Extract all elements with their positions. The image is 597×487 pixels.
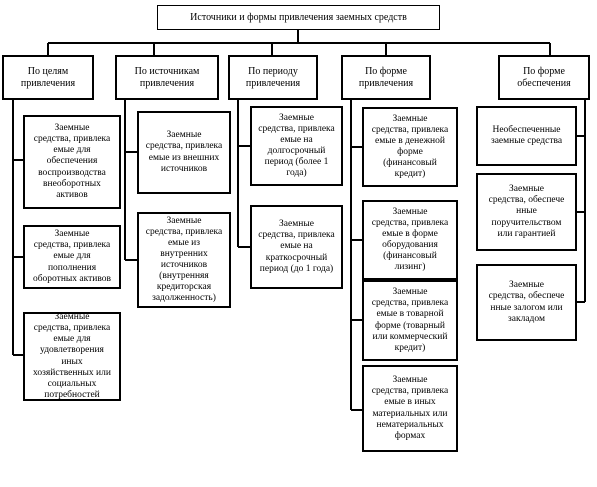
header-by-form: По форме привлечения bbox=[341, 55, 431, 100]
header-by-security: По форме обеспечения bbox=[498, 55, 590, 100]
item-purpose-current-assets: Заемные средства, привлека емые для пополнения оборотных активов bbox=[23, 225, 121, 289]
item-purpose-other-needs: Заемные средства, привлека емые для удовлетворения иных хозяйственных или социальных потребностей bbox=[23, 312, 121, 401]
item-form-goods: Заемные средства, привлека емые в товарной форме (товарный или коммерческий кредит) bbox=[362, 280, 458, 361]
header-by-source: По источникам привлечения bbox=[115, 55, 219, 100]
item-purpose-noncurrent-assets: Заемные средства, привлека емые для обеспечения воспроизводства внеоборотных активов bbox=[23, 115, 121, 209]
item-security-guarantee: Заемные средства, обеспече нные поручительством или гарантией bbox=[476, 173, 577, 251]
header-by-purpose: По целям привлечения bbox=[2, 55, 94, 100]
header-by-period: По периоду привлечения bbox=[228, 55, 318, 100]
item-security-collateral: Заемные средства, обеспече нные залогом или закладом bbox=[476, 264, 577, 341]
item-security-unsecured: Необеспеченные заемные средства bbox=[476, 106, 577, 166]
item-form-other: Заемные средства, привлека емые в иных материальных или нематериальных формах bbox=[362, 365, 458, 452]
item-source-internal: Заемные средства, привлека емые из внутренних источников (внутренняя кредиторская задолженность) bbox=[137, 212, 231, 308]
item-period-short-term: Заемные средства, привлека емые на краткосрочный период (до 1 года) bbox=[250, 205, 343, 289]
item-source-external: Заемные средства, привлека емые из внешних источников bbox=[137, 111, 231, 194]
root-title: Источники и формы привлечения заемных средств bbox=[157, 5, 440, 30]
item-form-equipment: Заемные средства, привлека емые в форме оборудования (финансовый лизинг) bbox=[362, 200, 458, 280]
item-form-cash: Заемные средства, привлека емые в денежной форме (финансовый кредит) bbox=[362, 107, 458, 187]
item-period-long-term: Заемные средства, привлека емые на долгосрочный период (более 1 года) bbox=[250, 106, 343, 186]
